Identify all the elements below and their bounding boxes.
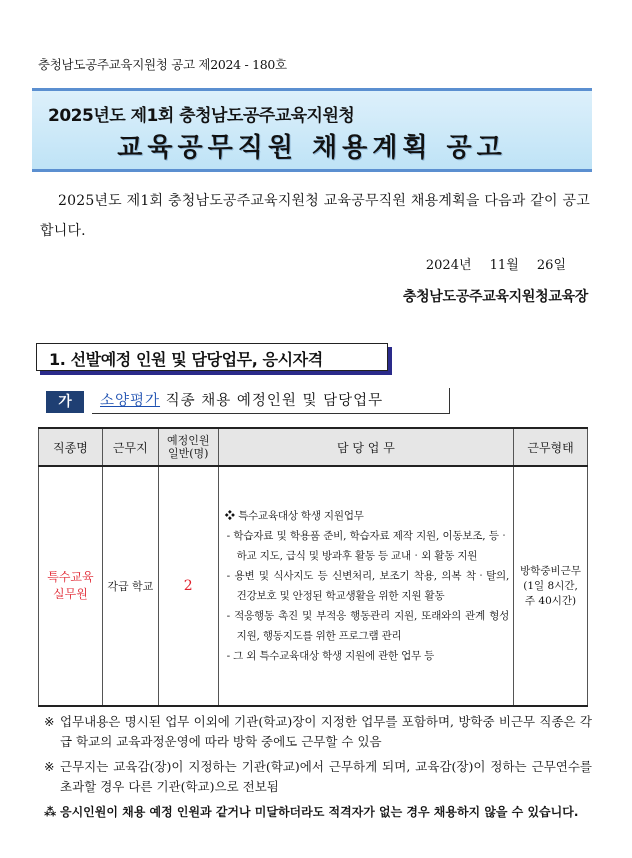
recruitment-table — [38, 427, 588, 707]
banner-title: 교육공무직원 채용계획 공고 — [117, 133, 507, 163]
duty-item: - 학습자료 및 학용품 준비, 학습자료 제작 지원, 이동보조, 등‧하교 지도, 급식 및 방과후 활동 등 교내‧외 활동 지원 — [226, 530, 510, 562]
duty-item: - 적응행동 촉진 및 부적응 행동관리 지원, 또래와의 관계 형성 지원, 행동지도를 위한 프로그램 관리 — [226, 610, 510, 642]
duty-heading: ❖ 특수교육대상 학생 지원업무 — [224, 510, 364, 522]
header-count — [158, 428, 218, 466]
subsection-highlight: 소양평가 — [100, 393, 161, 409]
header-count-text: 예정인원 일반(명) — [166, 434, 210, 460]
job-name: 특수교육 실무원 — [47, 570, 94, 601]
notes — [44, 712, 592, 827]
issuer-name: 충청남도공주교육지원청교육장 — [402, 289, 588, 305]
table-row — [39, 466, 588, 706]
section-title: 1. 선발예정 인원 및 담당업무, 응시자격 — [49, 350, 323, 369]
note-mark: ※ — [44, 759, 55, 774]
header-job: 직종명 — [39, 428, 103, 466]
note-mark: ※ — [44, 714, 55, 729]
subsection-badge: 가 — [46, 391, 84, 413]
subsection-rest: 직종 채용 예정인원 및 담당업무 — [160, 393, 384, 409]
notice-number: 충청남도공주교육지원청 공고 제2024 - 180호 — [38, 57, 287, 72]
note-text: 근무지는 교육감(장)이 지정하는 기관(학교)에서 근무하게 되며, 교육감(장)이 정하는 근무연수를 초과할 경우 다른 기관(학교)으로 전보됨 — [60, 759, 592, 794]
note-text: 응시인원이 채용 예정 인원과 같거나 미달하더라도 적격자가 없는 경우 채용하지 않을 수 있습니다. — [60, 805, 579, 819]
cell-count: 2 — [158, 466, 218, 706]
header-duties: 담 당 업 무 — [218, 428, 513, 466]
duty-item: - 그 외 특수교육대상 학생 지원에 관한 업무 등 — [226, 650, 435, 662]
note-item — [44, 802, 592, 822]
cell-duties — [218, 466, 513, 706]
cell-place: 각급 학교 — [102, 466, 158, 706]
intro-paragraph: 2025년도 제1회 충청남도공주교육지원청 교육공무직원 채용계획을 다음과 같이 공고합니다. — [40, 193, 590, 239]
notice-date: 2024년 11월 26일 — [425, 258, 566, 273]
note-text: 업무내용은 명시된 업무 이외에 기관(학교)장이 지정한 업무를 포함하며, 방학중 비근무 직종은 각급 학교의 교육과정운영에 따라 방학 중에도 근무할 수 있음 — [60, 714, 592, 749]
table-header-row — [39, 428, 588, 466]
section-heading — [36, 343, 388, 371]
note-item — [44, 712, 592, 752]
banner-subtitle: 2025년도 제1회 충청남도공주교육지원청 — [48, 106, 355, 126]
cell-work-type — [514, 466, 588, 706]
note-item — [44, 757, 592, 797]
title-banner — [32, 88, 592, 172]
cell-job — [39, 466, 103, 706]
subsection-title — [92, 388, 450, 414]
duty-item: - 용변 및 식사지도 등 신변처리, 보조기 착용, 의복 착‧탈의, 건강보호 및 안정된 학교생활을 위한 지원 활동 — [226, 570, 510, 602]
header-work-type: 근무형태 — [514, 428, 588, 466]
header-place: 근무지 — [102, 428, 158, 466]
work-type-text: 방학중비근무 (1일 8시간, 주 40시간) — [520, 564, 581, 607]
note-mark: ⁂ — [44, 805, 57, 819]
